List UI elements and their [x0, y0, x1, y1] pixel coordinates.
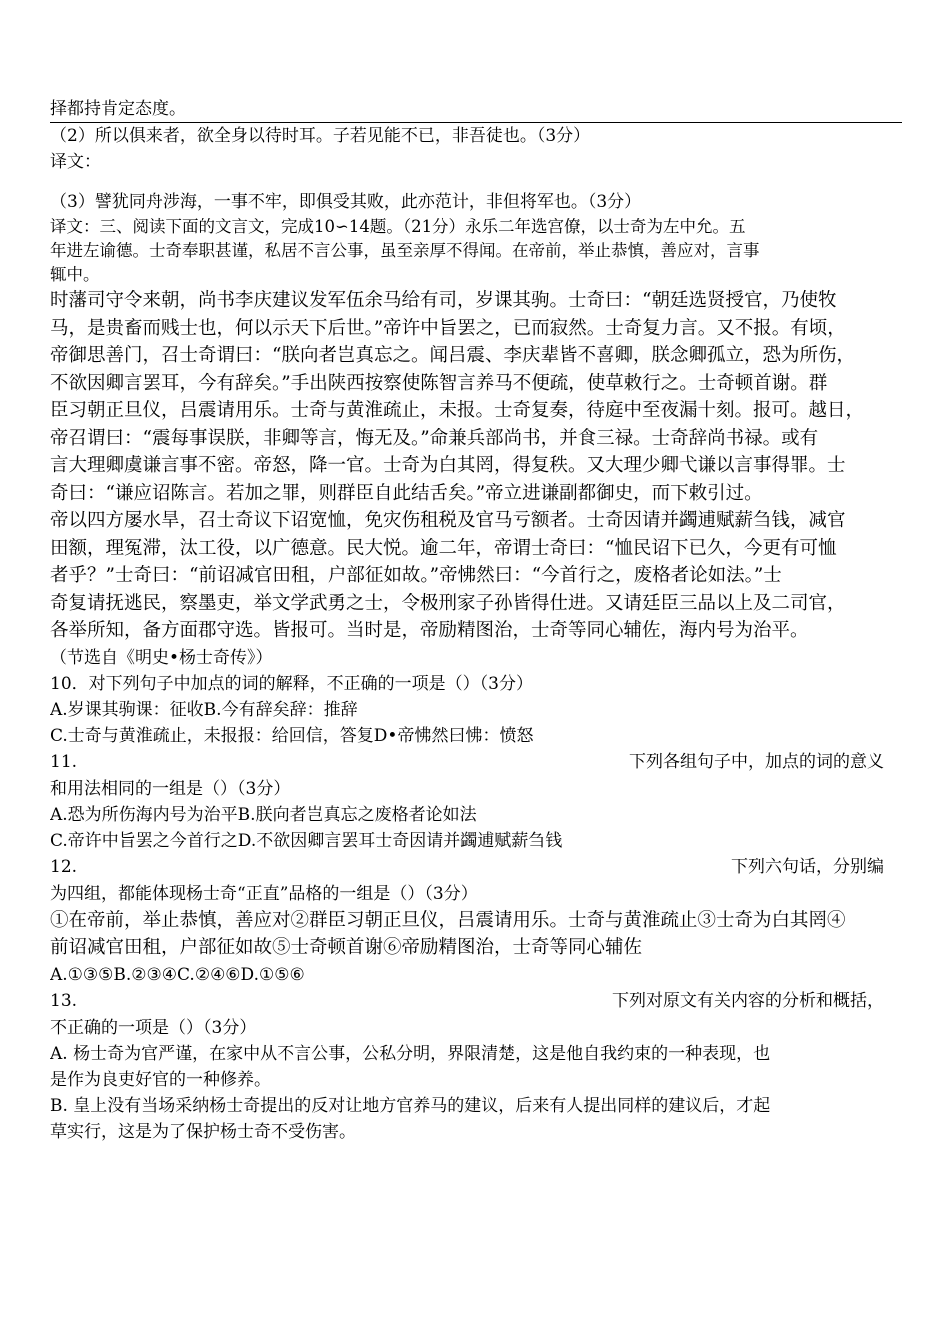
passage-line: 臣习朝正旦仪，吕震请用乐。士奇与黄淮疏止，未报。士奇复奏，待庭中至夜漏十刻。报可。越日，	[50, 400, 865, 421]
passage-line: 帝以四方屡水旱，召士奇议下诏宽恤，免灾伤租税及官马亏额者。士奇因请并蠲逋赋薪刍钱，减官	[50, 510, 846, 531]
question-stem: 下列六句话，分别编	[731, 856, 884, 877]
passage-line: 帝御思善门，召士奇谓曰：“朕向者岂真忘之。闻吕震、李庆辈皆不喜卿，朕念卿孤立，恐为所伤，	[50, 345, 855, 366]
question-number: 13.	[50, 990, 78, 1011]
question-stem: 下列各组句子中，加点的词的意义	[629, 751, 884, 772]
passage-line: 奇复请抚逃民，察墨吏，举文学武勇之士，令极刑家子孙皆得仕进。又请廷臣三品以上及二司官，	[50, 592, 846, 614]
question-12-header	[50, 854, 902, 881]
question-12-items: ①在帝前，举止恭慎，善应对②群臣习朝正旦仪，吕震请用乐。士奇与黄淮疏止③士奇为白其罔④	[50, 909, 846, 931]
text-line: 辄中。	[50, 265, 100, 284]
question-number: 12.	[50, 856, 78, 877]
question-13-option-b: B. 皇上没有当场采纳杨士奇提出的反对让地方官养马的建议，后来有人提出同样的建议后，才起	[50, 1095, 771, 1116]
text-line: 择都持肯定态度。	[50, 99, 186, 119]
question-11-options-cd: C.帝许中旨罢之今首行之D.不欲因卿言罢耳士奇因请并蠲逋赋薪刍钱	[50, 830, 563, 851]
question-13-header	[50, 988, 902, 1015]
passage-line: 奇曰：“谦应诏陈言。若加之罪，则群臣自此结舌矣。”帝立进谦副都御史，而下敕引过。	[50, 482, 763, 504]
spacer	[50, 175, 902, 189]
question-12-options: A.①③⑤B.②③④C.②④⑥D.①⑤⑥	[50, 964, 305, 985]
passage-line: 不欲因卿言罢耳，今有辞矣。”手出陕西按察使陈智言养马不便疏，使草敕行之。士奇顿首谢。群	[50, 372, 828, 394]
passage-line: 时藩司守令来朝，尚书李庆建议发军伍余马给有司，岁课其驹。士奇曰：“朝廷选贤授官，乃使牧	[50, 290, 837, 311]
text-line: （2）所以俱来者，欲全身以待时耳。子若见能不已，非吾徒也。（3分）	[50, 126, 591, 146]
document-page	[50, 96, 902, 1145]
passage-line: 帝召谓曰：“震每事误朕，非卿等言，悔无及。”命兼兵部尚书，并食三禄。士奇辞尚书禄。或有	[50, 427, 819, 449]
passage-line: 田额，理冤滞，汰工役，以广德意。民大悦。逾二年，帝谓士奇曰：“恤民诏下已久，今更有可恤	[50, 537, 837, 559]
question-10-options-cd: C.士奇与黄淮疏止，未报报：给回信，答复D•帝怫然曰怫：愤怒	[50, 725, 534, 746]
question-number: 11.	[50, 751, 78, 772]
text-line: （3）譬犹同舟涉海，一事不牢，即俱受其败，此亦范计，非但将军也。（3分）	[50, 192, 642, 212]
question-13-option-b: 草实行，这是为了保护杨士奇不受伤害。	[50, 1121, 356, 1142]
question-13-stem: 不正确的一项是（）（3分）	[50, 1017, 257, 1038]
question-12-stem: 为四组，都能体现杨士奇“正直”品格的一组是（）（3分）	[50, 883, 478, 904]
question-10: 10．对下列句子中加点的词的解释，不正确的一项是（）（3分）	[50, 673, 533, 694]
text-line: 译文：三、阅读下面的文言文，完成10∽14题。（21分）永乐二年选宫僚，以士奇为左中允。五	[50, 217, 746, 236]
passage-line: 言大理卿虞谦言事不密。帝怒，降一官。士奇为白其罔，得复秩。又大理少卿弋谦以言事得罪。士	[50, 455, 846, 476]
text-line: 年进左谕德。士奇奉职甚谨，私居不言公事，虽至亲厚不得闻。在帝前，举止恭慎，善应对，言事	[50, 241, 760, 260]
text-line: 译文：	[50, 152, 101, 172]
question-stem: 下列对原文有关内容的分析和概括，	[612, 990, 884, 1011]
question-11-header	[50, 749, 902, 776]
passage-line: 马，是贵畜而贱士也，何以示天下后世。”帝许中旨罢之，已而寂然。士奇复力言。又不报。有顷，	[50, 317, 846, 339]
question-12-items: 前诏减官田租，户部征如故⑤士奇顿首谢⑥帝励精图治，士奇等同心辅佐	[50, 937, 643, 958]
passage-line: 各举所知，备方面郡守选。皆报可。当时是，帝励精图治，士奇等同心辅佐，海内号为治平。	[50, 620, 809, 641]
question-13-option-a: 是作为良吏好官的一种修养。	[50, 1069, 271, 1090]
question-11-options-ab: A.恐为所伤海内号为治平B.朕向者岂真忘之废格者论如法	[50, 804, 477, 825]
question-11-stem: 和用法相同的一组是（）（3分）	[50, 778, 291, 799]
source-note: （节选自《明史•杨士奇传》）	[50, 647, 273, 668]
question-13-option-a: A. 杨士奇为官严谨，在家中从不言公事，公私分明，界限清楚，这是他自我约束的一种表现，也	[50, 1043, 771, 1064]
question-10-options-ab: A.岁课其驹课：征收B.今有辞矣辞：推辞	[50, 699, 358, 720]
passage-line: 者乎？”士奇曰：“前诏减官田租，户部征如故。”帝怫然曰：“今首行之，废格者论如法。”士	[50, 565, 782, 586]
